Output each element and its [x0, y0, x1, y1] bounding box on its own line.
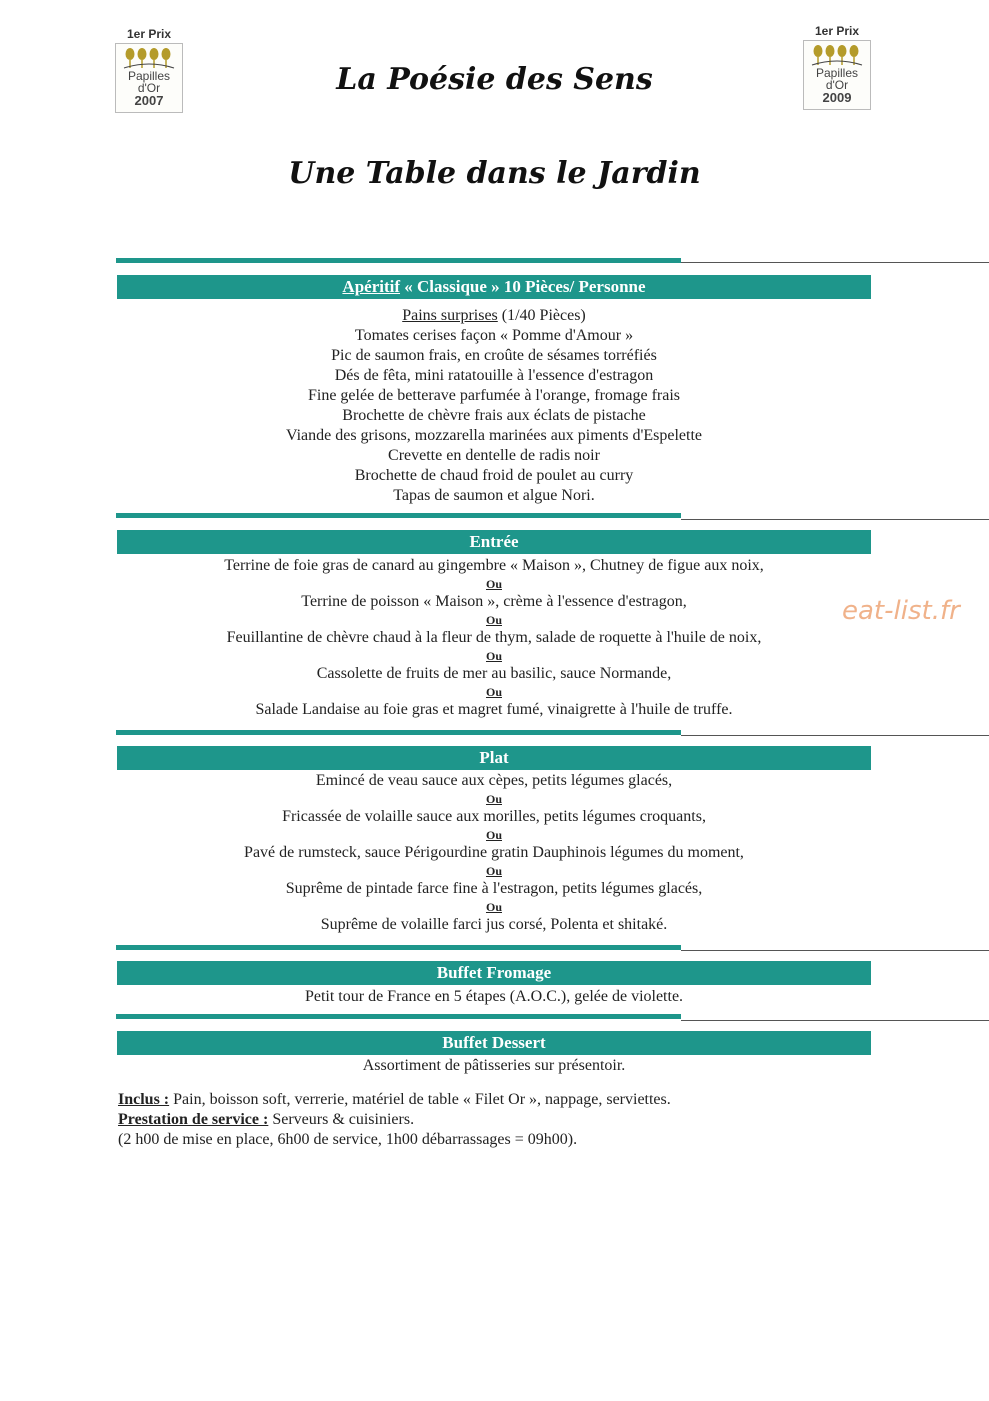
- aperitif-heading-rest: « Classique » 10 Pièces/ Personne: [400, 277, 646, 296]
- aperitif-heading: [117, 275, 871, 299]
- list-item: Brochette de chèvre frais aux éclats de pistache: [342, 407, 646, 424]
- aperitif-heading-main: Apéritif: [342, 277, 401, 296]
- pains-surprises-label: Pains surprises: [402, 307, 498, 324]
- list-item: Viande des grisons, mozzarella marinées aux piments d'Espelette: [285, 427, 702, 444]
- list-item: Tapas de saumon et algue Nori.: [393, 487, 595, 504]
- section-rule-thin: [681, 262, 989, 263]
- list-item: Suprême de volaille farci jus corsé, Polenta et shitaké.: [320, 916, 668, 933]
- list-item: Tomates cerises façon « Pomme d'Amour »: [354, 327, 634, 344]
- list-item: Pic de saumon frais, en croûte de sésames torréfiés: [331, 347, 657, 364]
- timing-line: (2 h00 de mise en place, 6h00 de service, 1h00 débarrassages = 09h00).: [118, 1131, 578, 1148]
- prestation-line: [118, 1110, 671, 1130]
- watermark: eat-list.fr: [842, 596, 960, 626]
- fromage-heading: Buffet Fromage: [117, 961, 871, 985]
- or-separator: Ou: [485, 900, 502, 914]
- section-rule: [116, 730, 681, 735]
- section-rule-thin: [681, 1020, 989, 1021]
- list-item: Assortiment de pâtisseries sur présentoir.: [362, 1057, 626, 1074]
- plat-list: [116, 771, 872, 935]
- or-separator: Ou: [485, 864, 502, 878]
- list-item: Feuillantine de chèvre chaud à la fleur de thym, salade de roquette à l'huile de noix,: [226, 629, 762, 646]
- list-item: Fricassée de volaille sauce aux morilles, petits légumes croquants,: [282, 808, 706, 825]
- inclus-label: Inclus :: [118, 1091, 170, 1108]
- menu-subtitle: Une Table dans le Jardin: [288, 156, 701, 191]
- or-separator: Ou: [485, 577, 502, 591]
- list-item: Crevette en dentelle de radis noir: [388, 447, 600, 464]
- prestation-label: Prestation de service :: [118, 1111, 269, 1128]
- section-rule-thin: [681, 950, 989, 951]
- list-item: Petit tour de France en 5 étapes (A.O.C.), gelée de violette.: [304, 988, 684, 1005]
- dessert-heading: Buffet Dessert: [117, 1031, 871, 1055]
- badge-line1: Papilles: [127, 69, 171, 83]
- or-separator: Ou: [485, 649, 502, 663]
- aperitif-list: [116, 306, 872, 506]
- list-item: Emincé de veau sauce aux cèpes, petits légumes glacés,: [315, 772, 673, 789]
- pains-surprises-qty: (1/40 Pièces): [497, 307, 586, 324]
- fromage-list: [116, 987, 872, 1007]
- section-rule: [116, 513, 681, 518]
- list-item: [116, 306, 872, 326]
- list-item: Salade Landaise au foie gras et magret fumé, vinaigrette à l'huile de truffe.: [255, 701, 733, 718]
- badge-line2: d'Or: [137, 81, 161, 95]
- section-rule-thin: [681, 735, 989, 736]
- inclus-text: Pain, boisson soft, verrerie, matériel de table « Filet Or », nappage, serviettes.: [169, 1091, 671, 1108]
- list-item: Brochette de chaud froid de poulet au curry: [354, 467, 634, 484]
- or-separator: Ou: [485, 685, 502, 699]
- menu-title: La Poésie des Sens: [336, 62, 653, 97]
- section-rule-thin: [681, 519, 989, 520]
- inclus-line: [118, 1090, 671, 1110]
- list-item: Terrine de poisson « Maison », crème à l'essence d'estragon,: [301, 593, 687, 610]
- prestation-text: Serveurs & cuisiniers.: [268, 1111, 415, 1128]
- list-item: Cassolette de fruits de mer au basilic, sauce Normande,: [316, 665, 672, 682]
- section-rule: [116, 258, 681, 263]
- badge-year: 2007: [134, 93, 164, 108]
- list-item: Pavé de rumsteck, sauce Périgourdine gratin Dauphinois légumes du moment,: [244, 844, 744, 861]
- list-item: Dés de fêta, mini ratatouille à l'essence d'estragon: [334, 367, 654, 384]
- list-item: Fine gelée de betterave parfumée à l'orange, fromage frais: [307, 387, 681, 404]
- or-separator: Ou: [485, 792, 502, 806]
- badge-line1: Papilles: [815, 66, 859, 80]
- section-rule: [116, 1014, 681, 1019]
- section-rule: [116, 945, 681, 950]
- badge-line2: d'Or: [825, 78, 849, 92]
- list-item: Suprême de pintade farce fine à l'estragon, petits légumes glacés,: [285, 880, 703, 897]
- plat-heading: Plat: [117, 746, 871, 770]
- list-item: Terrine de foie gras de canard au gingembre « Maison », Chutney de figue aux noix,: [224, 557, 764, 574]
- badge-prize-label: 1er Prix: [126, 27, 172, 41]
- dessert-list: [116, 1056, 872, 1076]
- badge-prize-label: 1er Prix: [814, 24, 860, 38]
- or-separator: Ou: [485, 828, 502, 842]
- badge-year: 2009: [822, 90, 852, 105]
- menu-footer: [118, 1090, 671, 1150]
- or-separator: Ou: [485, 613, 502, 627]
- entree-heading: Entrée: [117, 530, 871, 554]
- entree-list: [116, 556, 872, 720]
